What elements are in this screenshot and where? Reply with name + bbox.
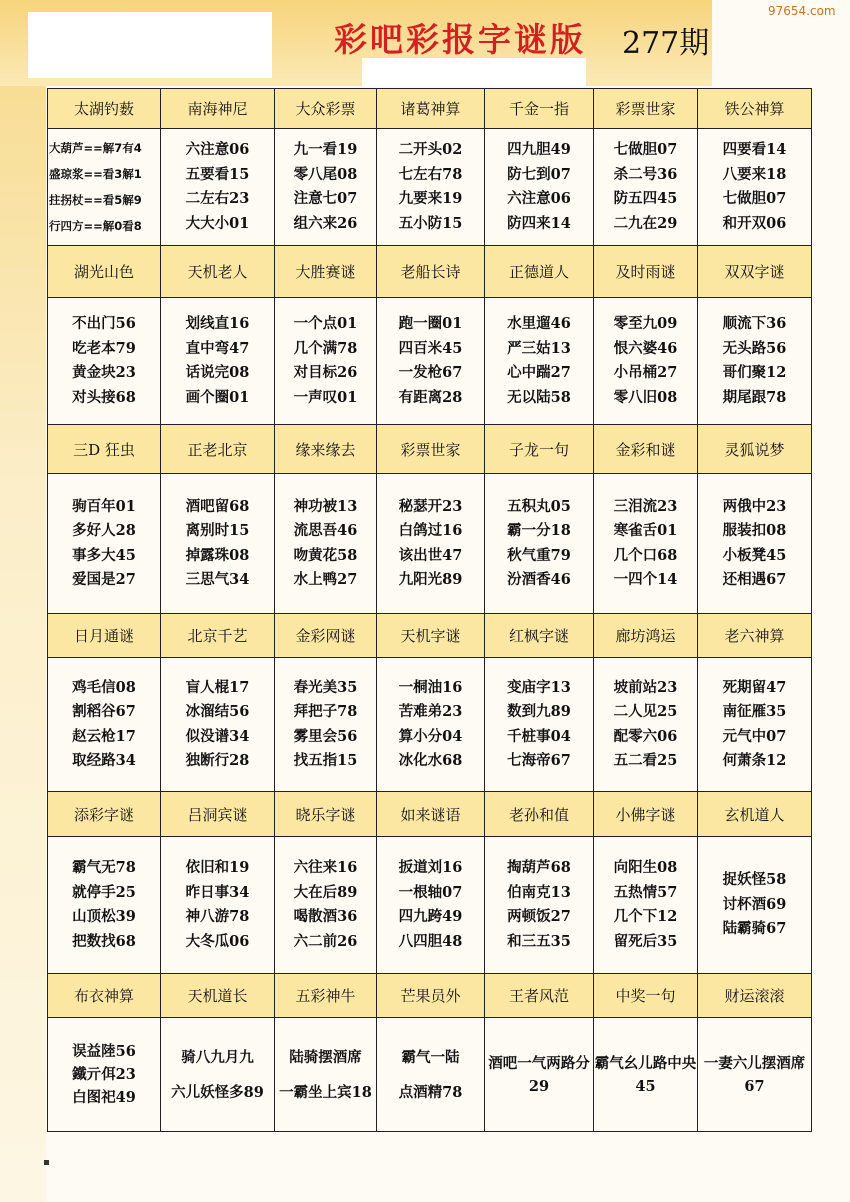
riddle-line: 盛琼浆==看3解1: [49, 167, 142, 181]
riddle-line: 伯南克13: [507, 883, 571, 901]
riddle-line: 鐵亓佴23: [72, 1066, 136, 1083]
column-header: 南海神尼: [161, 89, 275, 129]
riddle-line: 五小防15: [398, 214, 463, 232]
riddle-line: 向阳生08: [613, 859, 678, 876]
riddle-line: 和开双06: [722, 214, 787, 232]
riddle-line: 冰溜结56: [185, 703, 250, 720]
riddle-line: 九阳光89: [398, 571, 463, 588]
riddle-line: 无以陆58: [507, 388, 571, 406]
riddle-cell: [485, 1018, 594, 1132]
riddle-line: 一霸坐上宾18: [279, 1083, 372, 1101]
column-header: 老六神算: [698, 614, 812, 658]
header-row: [48, 425, 812, 474]
riddle-line: 一妻六儿摆酒席67: [703, 1054, 806, 1095]
riddle-cell: [275, 1018, 377, 1132]
riddle-line: 小板凳45: [722, 546, 787, 564]
column-header: 王者风范: [485, 974, 594, 1018]
riddle-line: 二九在29: [613, 214, 678, 232]
riddle-line: 七海帝67: [507, 752, 571, 769]
riddle-line: 八四胆48: [398, 932, 463, 950]
riddle-line: 对头接68: [72, 388, 136, 406]
riddle-line: 画个圈01: [185, 388, 250, 406]
riddle-line: 直中弯47: [185, 339, 250, 357]
riddle-line: 水里遛46: [507, 315, 571, 332]
riddle-line: 点酒精78: [398, 1083, 463, 1101]
riddle-line: 多好人28: [72, 522, 136, 539]
column-header: 彩票世家: [377, 425, 485, 474]
riddle-line: 离别时15: [185, 522, 250, 539]
riddle-line: 取经路34: [72, 752, 136, 769]
riddle-line: 赵云枪17: [72, 727, 136, 745]
riddle-line: 喝散酒36: [293, 908, 358, 925]
riddle-line: 白图祀49: [72, 1089, 136, 1106]
riddle-line: 讨杯酒69: [722, 895, 787, 913]
left-decor-strip: [0, 0, 46, 1202]
riddle-line: 和三五35: [507, 932, 571, 950]
riddle-line: 掏葫芦68: [507, 859, 571, 876]
riddle-line: 六注意06: [507, 190, 571, 207]
riddle-line: 一个点01: [293, 315, 358, 332]
riddle-line: 跑一圈01: [398, 315, 463, 332]
riddle-line: 昨日事34: [185, 883, 250, 901]
riddle-line: 五热情57: [613, 883, 678, 901]
column-header: 金彩网谜: [275, 614, 377, 658]
riddle-line: 寒雀舌01: [613, 522, 678, 539]
column-header: 太湖钓薮: [48, 89, 161, 129]
riddle-line: 捉妖怪58: [722, 871, 787, 889]
riddle-line: 四要看14: [722, 141, 787, 158]
riddle-line: 六往来16: [293, 859, 358, 876]
riddle-line: 独断行28: [185, 752, 250, 769]
column-header: 晓乐字谜: [275, 792, 377, 837]
content-row: [48, 837, 812, 974]
riddle-line: 一四个14: [613, 571, 678, 588]
riddle-line: 二左右23: [185, 190, 250, 207]
riddle-line: 霸气一陆: [401, 1048, 460, 1066]
header-blank-box-small: [362, 58, 586, 86]
riddle-cell: [377, 298, 485, 425]
riddle-line: 一桐油16: [398, 678, 463, 696]
riddle-cell: [698, 658, 812, 792]
riddle-line: 数到九89: [507, 703, 571, 720]
column-header: 诸葛神算: [377, 89, 485, 129]
riddle-line: 留死后35: [613, 932, 678, 950]
riddle-cell: [594, 474, 698, 614]
column-header: 廊坊鸿运: [594, 614, 698, 658]
riddle-line: 变庙字13: [507, 678, 571, 696]
riddle-line: 心中踹27: [507, 364, 571, 381]
riddle-cell: [594, 658, 698, 792]
column-header: 添彩字谜: [48, 792, 161, 837]
riddle-line: 哥们聚12: [722, 364, 787, 381]
riddle-line: 南征雁35: [722, 703, 787, 720]
riddle-line: 爱国是27: [72, 571, 136, 588]
riddle-cell: [161, 298, 275, 425]
content-row: [48, 129, 812, 246]
riddle-line: 四九胆49: [507, 141, 571, 158]
riddle-line: 防七到07: [507, 165, 571, 183]
site-watermark: 97654.com: [768, 4, 836, 18]
riddle-cell: [594, 837, 698, 974]
riddle-line: 零八旧08: [613, 388, 678, 406]
riddle-line: 行四方==解0看8: [49, 219, 142, 233]
riddle-line: 期尾跟78: [722, 388, 787, 406]
header-row: [48, 792, 812, 837]
riddle-line: 杀二号36: [613, 165, 678, 183]
riddle-line: 霸一分18: [507, 522, 571, 539]
riddle-cell: [48, 474, 161, 614]
riddle-line: 组六来26: [293, 214, 358, 232]
riddle-line: 五要看15: [185, 165, 250, 183]
header-row: [48, 89, 812, 129]
riddle-line: 扳道刘16: [398, 859, 463, 876]
riddle-line: 八要来18: [722, 165, 787, 183]
riddle-line: 几个满78: [293, 339, 358, 357]
column-header: 双双字谜: [698, 246, 812, 298]
column-header: 如来谜语: [377, 792, 485, 837]
riddle-line: 小吊桶27: [613, 364, 678, 381]
riddle-line: 吻黄花58: [293, 546, 358, 564]
column-header: 正德道人: [485, 246, 594, 298]
riddle-line: 鸡毛信08: [72, 678, 136, 696]
riddle-cell: [161, 837, 275, 974]
riddle-line: 陆霸骑67: [722, 920, 787, 938]
riddle-line: 五二看25: [613, 752, 678, 769]
content-row: [48, 1018, 812, 1132]
riddle-line: 盲人棍17: [185, 678, 250, 696]
riddle-line: 一根轴07: [398, 883, 463, 901]
riddle-line: 误益陸56: [72, 1043, 136, 1060]
riddle-cell: [698, 1018, 812, 1132]
column-header: 彩票世家: [594, 89, 698, 129]
corner-mark: [44, 1160, 49, 1165]
riddle-line: 酒吧留68: [185, 497, 250, 515]
riddle-line: 酒吧一气两路分29: [488, 1054, 590, 1095]
riddle-cell: [161, 129, 275, 246]
riddle-cell: [485, 658, 594, 792]
riddle-line: 配零六06: [613, 727, 678, 745]
riddle-cell: [377, 837, 485, 974]
riddle-line: 七做胆07: [722, 190, 787, 207]
riddle-line: 不出门56: [72, 315, 136, 332]
riddle-line: 四九跨49: [398, 908, 463, 925]
riddle-line: 驹百年01: [72, 497, 136, 515]
riddle-line: 三思气34: [185, 571, 250, 588]
column-header: 大胜赛谜: [275, 246, 377, 298]
riddle-cell: [161, 1018, 275, 1132]
riddle-line: 霸气无78: [72, 859, 136, 876]
riddle-cell: [698, 474, 812, 614]
riddle-line: 九一看19: [293, 141, 358, 158]
riddle-cell: [48, 1018, 161, 1132]
riddle-cell: [48, 129, 161, 246]
riddle-cell: [377, 129, 485, 246]
riddle-line: 零至九09: [613, 315, 678, 332]
content-row: [48, 658, 812, 792]
riddle-cell: [594, 129, 698, 246]
riddle-line: 千桩事04: [507, 727, 571, 745]
riddle-line: 两俄中23: [722, 497, 787, 515]
riddle-line: 服装扣08: [722, 522, 787, 539]
column-header: 天机老人: [161, 246, 275, 298]
riddle-line: 算小分04: [398, 727, 463, 745]
riddle-line: 七做胆07: [613, 141, 678, 158]
riddle-line: 事多大45: [72, 546, 136, 564]
riddle-line: 六注意06: [185, 141, 250, 158]
column-header: 布衣神算: [48, 974, 161, 1018]
riddle-cell: [485, 129, 594, 246]
column-header: 吕洞宾谜: [161, 792, 275, 837]
column-header: 金彩和谜: [594, 425, 698, 474]
riddle-line: 何萧条12: [722, 752, 787, 769]
riddle-line: 零八尾08: [293, 165, 358, 183]
header-row: [48, 246, 812, 298]
riddle-line: 割稻谷67: [72, 703, 136, 720]
riddle-line: 掉露珠08: [185, 546, 250, 564]
column-header: 正老北京: [161, 425, 275, 474]
riddle-line: 冰化水68: [398, 752, 463, 769]
riddle-cell: [485, 298, 594, 425]
riddle-line: 严三姑13: [507, 339, 571, 357]
riddle-line: 两顿饭27: [507, 908, 571, 925]
riddle-line: 无头路56: [722, 339, 787, 357]
riddle-line: 几个口68: [613, 546, 678, 564]
riddle-line: 秘瑟开23: [398, 497, 463, 515]
riddle-cell: [698, 129, 812, 246]
riddle-line: 四百米45: [398, 339, 463, 357]
riddle-table: [47, 88, 812, 1132]
column-header: 老孙和值: [485, 792, 594, 837]
riddle-line: 吃老本79: [72, 339, 136, 357]
riddle-line: 一发枪67: [398, 364, 463, 381]
riddle-line: 大葫芦==解7有4: [49, 141, 142, 155]
column-header: 五彩神牛: [275, 974, 377, 1018]
riddle-line: 雾里会56: [293, 727, 358, 745]
riddle-line: 该出世47: [398, 546, 463, 564]
column-header: 及时雨谜: [594, 246, 698, 298]
riddle-line: 水上鸭27: [293, 571, 358, 588]
riddle-line: 一声叹01: [293, 388, 358, 406]
riddle-cell: [485, 837, 594, 974]
column-header: 中奖一句: [594, 974, 698, 1018]
riddle-cell: [594, 298, 698, 425]
page-title: 彩吧彩报字谜版: [334, 20, 586, 59]
riddle-line: 秋气重79: [507, 546, 571, 564]
riddle-line: 依旧和19: [185, 859, 250, 876]
riddle-line: 霸气幺儿路中央45: [594, 1054, 697, 1095]
header-blank-box: [28, 12, 272, 78]
riddle-line: 苦难弟23: [398, 703, 463, 720]
riddle-cell: [275, 474, 377, 614]
column-header: 大众彩票: [275, 89, 377, 129]
riddle-cell: [48, 837, 161, 974]
riddle-cell: [275, 658, 377, 792]
riddle-cell: [275, 837, 377, 974]
issue-number: 277期: [622, 26, 710, 61]
column-header: 灵狐说梦: [698, 425, 812, 474]
riddle-line: 大大小01: [185, 214, 250, 232]
column-header: 天机字谜: [377, 614, 485, 658]
riddle-line: 几个下12: [613, 908, 678, 925]
riddle-line: 就停手25: [72, 883, 136, 901]
riddle-line: 神八游78: [185, 908, 250, 925]
riddle-line: 三泪流23: [613, 497, 678, 515]
riddle-line: 七左右78: [398, 165, 463, 183]
riddle-line: 骑八九月九: [181, 1048, 254, 1066]
riddle-line: 春光美35: [293, 678, 358, 696]
header-row: [48, 614, 812, 658]
column-header: 铁公神算: [698, 89, 812, 129]
column-header: 三D 狂虫: [48, 425, 161, 474]
header-row: [48, 974, 812, 1018]
riddle-line: 拜把子78: [293, 703, 358, 720]
column-header: 红枫字谜: [485, 614, 594, 658]
riddle-line: 白鸽过16: [398, 522, 463, 539]
riddle-line: 防五四45: [613, 190, 678, 207]
column-header: 玄机道人: [698, 792, 812, 837]
riddle-line: 把数找68: [72, 932, 136, 950]
column-header: 小佛字谜: [594, 792, 698, 837]
riddle-line: 死期留47: [722, 678, 787, 696]
riddle-cell: [485, 474, 594, 614]
riddle-line: 流思吾46: [293, 522, 358, 539]
riddle-cell: [698, 837, 812, 974]
content-row: [48, 298, 812, 425]
column-header: 日月通谜: [48, 614, 161, 658]
riddle-line: 黄金块23: [72, 364, 136, 381]
riddle-line: 有距离28: [398, 388, 463, 406]
column-header: 老船长诗: [377, 246, 485, 298]
riddle-line: 五积丸05: [507, 497, 571, 515]
column-header: 天机道长: [161, 974, 275, 1018]
riddle-cell: [698, 298, 812, 425]
riddle-line: 拄拐杖==看5解9: [49, 193, 142, 207]
riddle-line: 九要来19: [398, 190, 463, 207]
riddle-line: 二人见25: [613, 703, 678, 720]
column-header: 芒果员外: [377, 974, 485, 1018]
riddle-line: 似没谱34: [185, 727, 250, 745]
riddle-line: 六二前26: [293, 932, 358, 950]
riddle-line: 划线直16: [185, 315, 250, 332]
riddle-cell: [275, 129, 377, 246]
riddle-line: 还相遇67: [722, 571, 787, 588]
riddle-cell: [275, 298, 377, 425]
riddle-line: 顺流下36: [722, 315, 787, 332]
riddle-cell: [594, 1018, 698, 1132]
riddle-cell: [161, 474, 275, 614]
riddle-line: 坡前站23: [613, 678, 678, 696]
riddle-line: 元气中07: [722, 727, 787, 745]
column-header: 北京千艺: [161, 614, 275, 658]
column-header: 千金一指: [485, 89, 594, 129]
riddle-cell: [161, 658, 275, 792]
riddle-line: 防四来14: [507, 214, 571, 232]
riddle-line: 大在后89: [293, 883, 358, 901]
riddle-cell: [377, 658, 485, 792]
content-row: [48, 474, 812, 614]
riddle-cell: [377, 1018, 485, 1132]
riddle-line: 陆骑摆酒席: [289, 1048, 362, 1066]
riddle-line: 找五指15: [293, 752, 358, 769]
riddle-cell: [48, 298, 161, 425]
column-header: 子龙一句: [485, 425, 594, 474]
riddle-line: 注意七07: [293, 190, 358, 207]
column-header: 湖光山色: [48, 246, 161, 298]
riddle-line: 六儿妖怪多89: [171, 1083, 264, 1101]
riddle-line: 话说完08: [185, 364, 250, 381]
column-header: 缘来缘去: [275, 425, 377, 474]
riddle-line: 汾酒香46: [507, 571, 571, 588]
riddle-line: 恨六婆46: [613, 339, 678, 357]
riddle-line: 山顶松39: [72, 908, 136, 925]
riddle-cell: [48, 658, 161, 792]
riddle-line: 对目标26: [293, 364, 358, 381]
riddle-line: 神功被13: [293, 497, 358, 515]
column-header: 财运滚滚: [698, 974, 812, 1018]
riddle-cell: [377, 474, 485, 614]
riddle-line: 大冬瓜06: [185, 932, 250, 950]
riddle-line: 二开头02: [398, 141, 463, 158]
